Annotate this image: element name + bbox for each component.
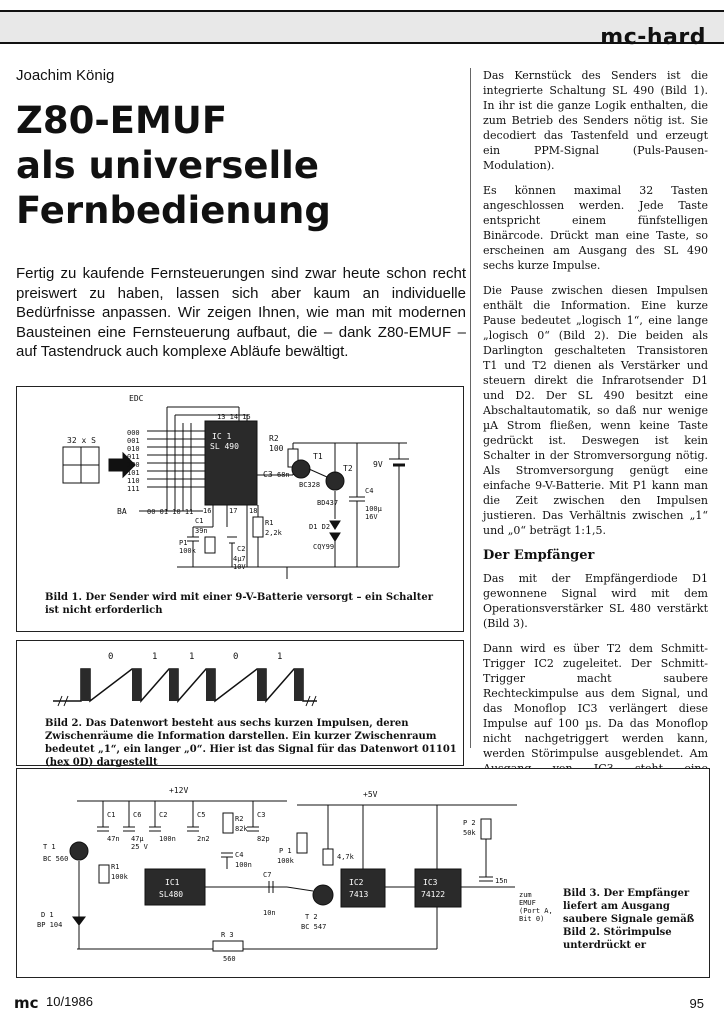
receiver-schematic [17,769,557,973]
figure-3 [16,768,710,978]
code-label: 110 [127,477,140,485]
label: 47µ [131,835,144,843]
pulse [132,669,141,701]
pulse [169,669,178,701]
pulse [81,669,90,701]
label: D 1 [41,911,54,919]
header-band [0,10,724,50]
label: 560 [223,955,236,963]
label: C7 [263,871,272,879]
figure-3-caption: Bild 3. Der Empfänger liefert am Ausgang saubere Signale gemäß Bild 2. Störimpulse unterdrückt er [563,888,695,951]
label: Bit 0) [519,915,545,923]
label: BC 560 [43,855,69,863]
code-label: 011 [127,453,140,461]
ic2-body [341,869,385,907]
ic3-body [415,869,461,907]
magazine-logo: mc [14,994,39,1012]
label: C5 [197,811,206,819]
label: BA [117,507,127,516]
label: 9V [373,460,383,469]
label: IC3 [423,878,438,887]
label: T2 [343,464,353,473]
label: 4,7k [337,853,354,861]
bit-label: 0 [233,652,239,662]
pulse [206,669,215,701]
transistor-t2 [313,885,333,905]
label: +12V [169,786,189,795]
title-line-3: Fernbedienung [16,189,331,232]
label: R1 [111,863,120,871]
label: 100k [277,857,294,865]
label: 82p [257,835,270,843]
label: SL480 [159,890,184,899]
figure-2-caption: Bild 2. Das Datenwort besteht aus sechs kurzen Impulsen, deren Zwischenräume die Information darstellen. Ein kurzer Zwischenraum bedeutet „1“, ein langer „0“. Hier ist das Signal für das Datenwort 01101 (hex 0D) dargestellt [45,718,457,768]
label: C4 [365,487,374,495]
pulse-diagram [17,641,463,715]
code-label: 010 [127,445,140,453]
label: P 2 [463,819,476,827]
label: BC328 [299,481,321,489]
label: 100µ [365,505,382,513]
label: SL 490 [210,442,239,451]
label: 32 x S [67,436,96,445]
label: D1 D2 [309,523,331,531]
issue-date: 10/1986 [46,994,93,1009]
code-label: 100 [127,461,140,469]
label: BD437 [317,499,339,507]
label: 68n [277,471,290,479]
pulse [294,669,303,701]
section-logo: mc-hard [600,25,706,50]
label: T 1 [43,843,56,851]
label: T1 [313,452,323,461]
label: 00 01 10 11 [147,508,194,516]
photodiode [73,917,85,925]
label: IC 1 [212,432,232,441]
label: C2 [237,545,246,553]
label: C3 [263,470,273,479]
label: 100k [111,873,128,881]
author: Joachim König [16,67,115,84]
page-number: 95 [689,996,704,1011]
label: 39n [195,527,208,535]
label: CQY99 [313,543,335,551]
figure-1-caption: Bild 1. Der Sender wird mit einer 9-V-Batterie versorgt – ein Schalter ist nicht erforderlich [45,592,433,616]
label: 25 V [131,843,148,851]
bit-label: 1 [277,652,283,662]
label: 7413 [349,890,369,899]
label: 16 [203,507,212,515]
paragraph: Das Kernstück des Senders ist die integrierte Schaltung SL 490 (Bild 1). In ihr ist die ganze Logik enthalten, die zum Betrieb des Senders nötig ist. Sie decodiert das Tastenfeld und erzeugt ein PPM-Signal (Puls-Pausen-Modulation). [483,69,708,172]
paragraph: Dann wird es über T2 dem Schmitt-Trigger IC2 zugeleitet. Der Schmitt-Trigger macht saubere Rechteckimpulse aus dem Signal, und das Monoflop IC3 verlängert diese Impulse auf 100 µs. Da das Monoflop nicht nachgetriggert werden kann, werden Störimpulse ausgeblendet. Am [483,642,708,760]
label: EDC [129,394,144,403]
label: 100 [269,444,284,453]
label: 2,2k [265,529,282,537]
label: 4µ7 [233,555,246,563]
article-title [16,98,331,233]
label: 18 [249,507,258,515]
label: P 1 [279,847,292,855]
ic1-body [145,869,205,905]
label: 10V [233,563,246,571]
right-column [483,68,708,861]
label: 2n2 [197,835,210,843]
label: C6 [133,811,142,819]
label: R1 [265,519,274,527]
code-label: 101 [127,469,140,477]
figure-1 [16,386,464,632]
code-label: 111 [127,485,140,493]
label: R2 [235,815,244,823]
label: 15n [495,877,508,885]
paragraph: Es können maximal 32 Tasten angeschlossen werden. Jede Taste entspricht einem fünfstelligen Binärcode. Drückt man eine Taste, so erscheinen am Ausgang des SL 490 sechs kurze Impulse. [483,184,708,272]
label: R 3 [221,931,234,939]
label: 17 [229,507,238,515]
label: C3 [257,811,266,819]
pulse-waveform [53,669,317,701]
label: 50k [463,829,476,837]
code-label: 000 [127,429,140,437]
label: IC1 [165,878,180,887]
label: zum [519,891,532,899]
figure-2 [16,640,464,766]
label: (Port A, [519,907,553,915]
label: 10n [263,909,276,917]
title-line-1: Z80-EMUF [16,99,228,142]
section-heading: Der Empfänger [483,548,595,563]
label: C1 [195,517,204,525]
paragraph: Das mit der Empfängerdiode D1 gewonnene Signal wird mit dem Operationsverstärker SL 480 verstärkt (Bild 3). [483,572,708,630]
bit-label: 0 [108,652,114,662]
label: C2 [159,811,168,819]
transmitter-schematic [17,387,463,587]
column-divider [470,68,471,748]
bit-label: 1 [152,652,158,662]
paragraph: Die Pause zwischen diesen Impulsen enthält die Information. Eine kurze Pause bedeutet „logisch 1“, eine lange „logisch 0“ (Bild 2). Die beiden als Darlington geschalteten Transistoren T1 und T2 dienen als Verstärker und steuern direkt die Infrarotsender D1 und D2. Der SL 490 besitzt eine Abschaltautomatik, so daß nur wenige µA Strom fließen, wenn keine Taste gedrückt ist. Deswegen ist kein Schalter in der Stromversorgung nötig. Als Stromversorgung genügt eine einfache 9-V-Batterie. Mit P1 kann man die Zeit zwischen den Impulsen justieren. Das Verhältnis zwischen „1“ und „0“ beträgt 1:1,5. [483,284,708,537]
label: BC 547 [301,923,327,931]
label: T 2 [305,913,318,921]
label: C1 [107,811,116,819]
label: BP 104 [37,921,63,929]
label: 82k [235,825,248,833]
label: 13 14 15 [217,413,251,421]
label: EMUF [519,899,536,907]
label: P1 [179,539,188,547]
label: 74122 [421,890,446,899]
bit-label: 1 [189,652,195,662]
label: 16V [365,513,378,521]
transistor-t1 [292,460,310,478]
label: 100n [235,861,252,869]
label: 100n [159,835,176,843]
transistor-t2 [326,472,344,490]
label: C4 [235,851,244,859]
label: R2 [269,434,279,443]
transistor-t1 [70,842,88,860]
label: IC2 [349,878,364,887]
title-line-2: als universelle [16,144,319,187]
lead-paragraph: Fertig zu kaufende Fernsteuerungen sind zwar heute schon recht preiswert zu haben, lassen sich aber kaum an individuelle Bedürfnisse anpassen. Wir zeigen Ihnen, wie man mit modernen Bausteinen eine Fernsteuerung aufbaut, die – dank Z80-EMUF – auf Tastendruck auch komplexe Abläufe bewältigt. [16,265,466,360]
code-label: 001 [127,437,140,445]
label: 47n [107,835,120,843]
pulse [257,669,266,701]
label: +5V [363,790,378,799]
label: 100k [179,547,196,555]
